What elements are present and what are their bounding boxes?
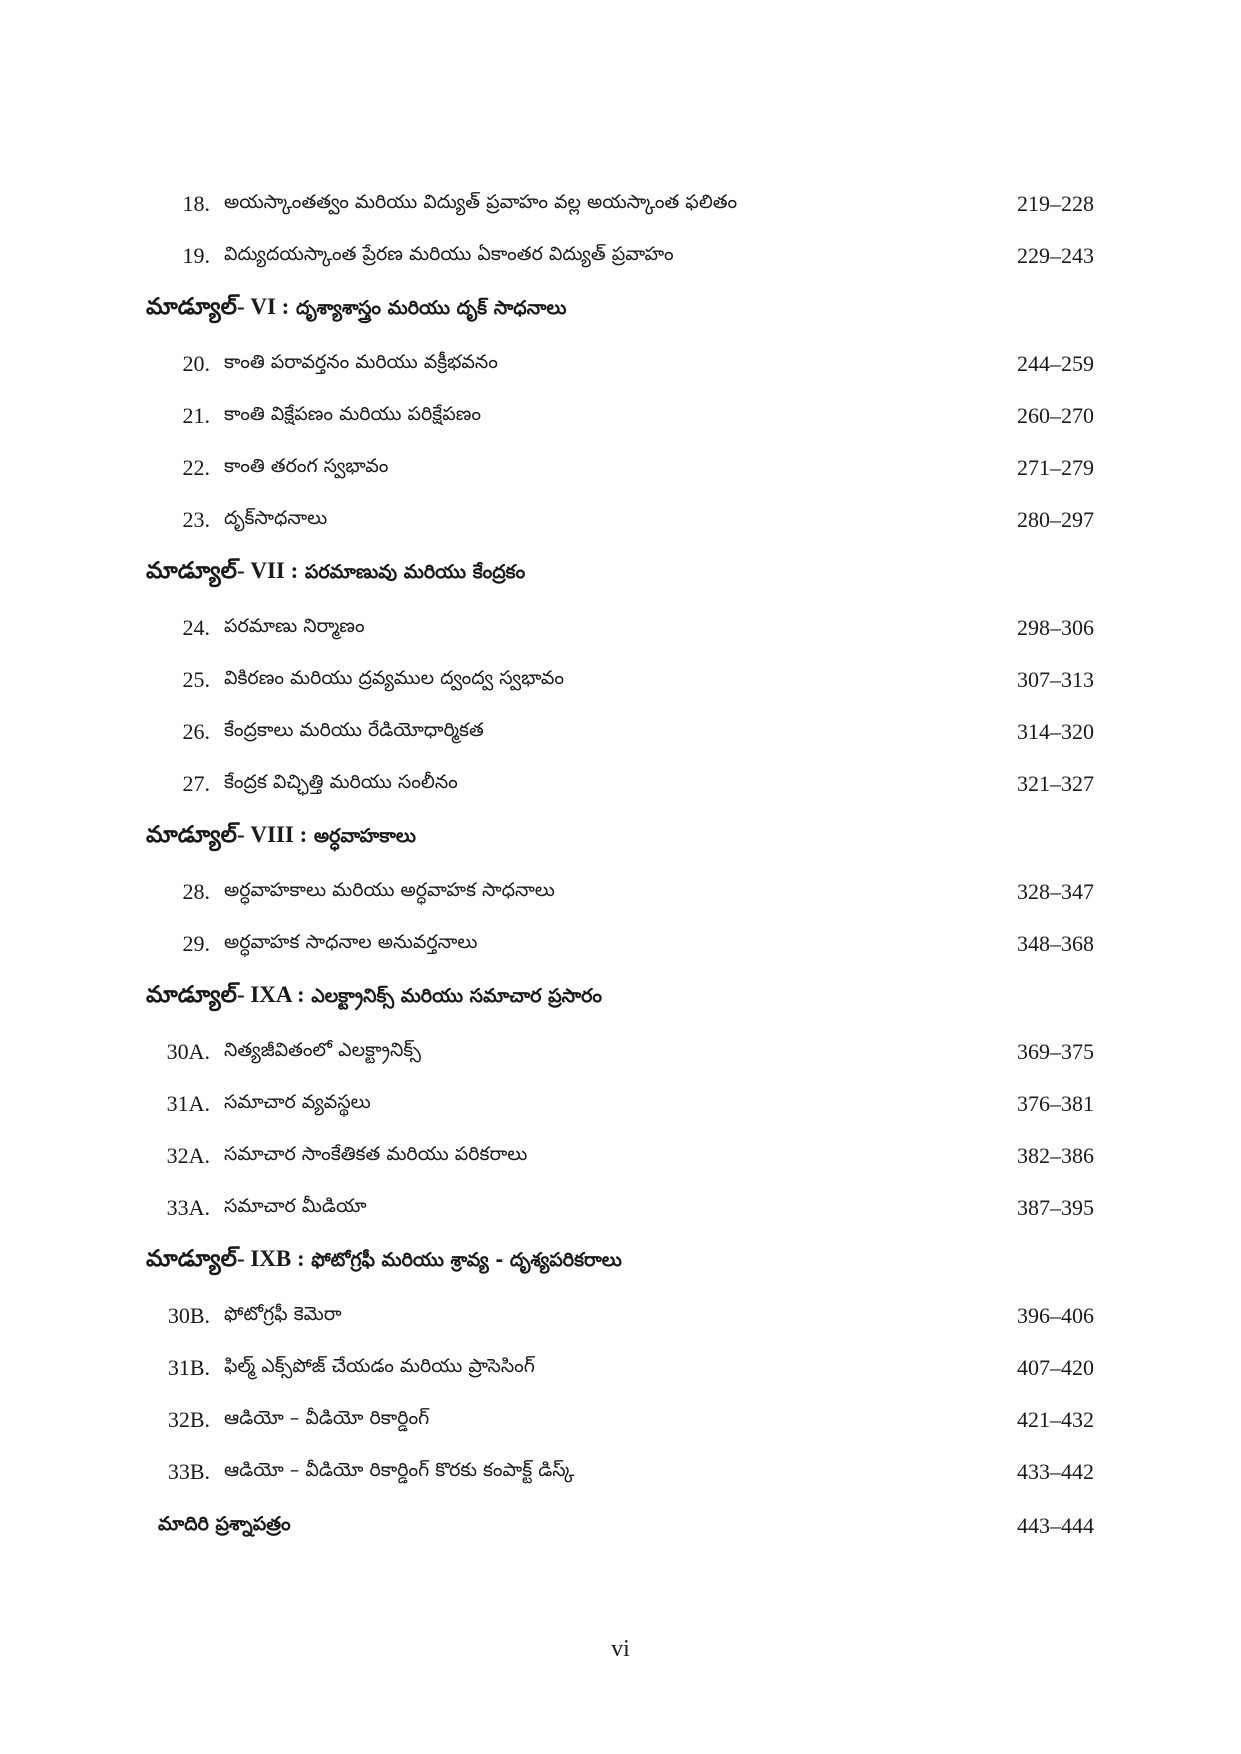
chapter-title: నిత్యజీవితంలో ఎలక్ట్రానిక్స్ (224, 1038, 421, 1061)
toc-entry (146, 1446, 1094, 1498)
toc-entry (146, 706, 1094, 758)
chapter-title: కాంతి తరంగ స్వభావం (224, 454, 389, 477)
chapter-number: 25. (182, 667, 210, 692)
page-range: 407–420 (1017, 1355, 1094, 1380)
page-range: 328–347 (1017, 879, 1094, 904)
chapter-number: 23. (182, 507, 210, 532)
module-title: ఫోటోగ్రఫీ మరియు శ్రావ్య - దృశ్యపరికరాలు (311, 1248, 622, 1271)
toc-entry (146, 494, 1094, 546)
chapter-number: 22. (182, 455, 210, 480)
module-title: పరమాణువు మరియు కేంద్రకం (304, 560, 526, 583)
chapter-title: సమాచార సాంకేతికత మరియు పరికరాలు (224, 1142, 528, 1165)
chapter-title: ఫిల్మ్ ఎక్స్‌పోజ్ చేయడం మరియు ప్రాసెసింగ్ (224, 1354, 535, 1377)
toc-entry (146, 178, 1094, 230)
toc-entry-model-question-paper (146, 1500, 1094, 1552)
chapter-title: కేంద్రక విచ్ఛిత్తి మరియు సంలీనం (224, 770, 458, 793)
module-label: మాడ్యూల్- IXA : (146, 982, 305, 1007)
chapter-number: 31A. (166, 1091, 210, 1116)
toc-entry (146, 390, 1094, 442)
chapter-title: దృక్‌సాధనాలు (224, 506, 328, 529)
module-label: మాడ్యూల్- VI : (146, 294, 290, 319)
module-heading-vi (146, 282, 1094, 338)
toc-entry (146, 1342, 1094, 1394)
page-range: 271–279 (1017, 455, 1094, 480)
chapter-number: 30B. (167, 1303, 210, 1328)
toc-entry (146, 338, 1094, 390)
toc-entry (146, 758, 1094, 810)
table-of-contents (146, 178, 1094, 1552)
entry-title: మాదిరి ప్రశ్నాపత్రం (158, 1512, 291, 1535)
chapter-number: 30A. (166, 1039, 210, 1064)
chapter-number: 18. (182, 191, 210, 216)
chapter-title: సమాచార వ్యవస్థలు (224, 1090, 371, 1113)
chapter-title: ఆడియో – వీడియో రికార్డింగ్ (224, 1406, 430, 1429)
chapter-number: 31B. (167, 1355, 210, 1380)
chapter-number: 27. (182, 771, 210, 796)
module-heading-ixb (146, 1234, 1094, 1290)
toc-entry (146, 230, 1094, 282)
toc-entry (146, 1130, 1094, 1182)
chapter-number: 33A. (166, 1195, 210, 1220)
page-range: 298–306 (1017, 615, 1094, 640)
toc-entry (146, 602, 1094, 654)
toc-entry (146, 442, 1094, 494)
chapter-number: 32A. (166, 1143, 210, 1168)
chapter-title: అయస్కాంతత్వం మరియు విద్యుత్ ప్రవాహం వల్ల అయస్కాంత ఫలితం (224, 190, 738, 213)
page-range: 321–327 (1017, 771, 1094, 796)
chapter-number: 32B. (167, 1407, 210, 1432)
page-range: 348–368 (1017, 931, 1094, 956)
chapter-number: 33B. (167, 1459, 210, 1484)
page-range: 387–395 (1017, 1195, 1094, 1220)
chapter-number: 19. (182, 243, 210, 268)
chapter-title: విద్యుదయస్కాంత ప్రేరణ మరియు ఏకాంతర విద్యుత్ ప్రవాహం (224, 242, 674, 265)
chapter-title: సమాచార మీడియా (224, 1194, 367, 1217)
page-range: 382–386 (1017, 1143, 1094, 1168)
chapter-title: ఫోటోగ్రఫీ కెమెరా (224, 1302, 342, 1325)
chapter-number: 26. (182, 719, 210, 744)
toc-entry (146, 1026, 1094, 1078)
module-heading-ixa (146, 970, 1094, 1026)
toc-entry (146, 1290, 1094, 1342)
page-number: vi (611, 1636, 630, 1662)
chapter-title: అర్ధవాహక సాధనాల అనువర్తనాలు (224, 930, 478, 953)
page-range: 280–297 (1017, 507, 1094, 532)
page-range: 443–444 (1017, 1513, 1094, 1538)
page-range: 229–243 (1017, 243, 1094, 268)
chapter-title: అర్ధవాహకాలు మరియు అర్ధవాహక సాధనాలు (224, 878, 555, 901)
page-range: 244–259 (1017, 351, 1094, 376)
module-heading-viii (146, 810, 1094, 866)
page-range: 307–313 (1017, 667, 1094, 692)
chapter-title: కేంద్రకాలు మరియు రేడియోధార్మికత (224, 718, 484, 741)
module-label: మాడ్యూల్- IXB : (146, 1246, 305, 1271)
module-title: అర్ధవాహకాలు (313, 824, 416, 847)
chapter-number: 21. (182, 403, 210, 428)
module-label: మాడ్యూల్- VIII : (146, 822, 308, 847)
chapter-number: 28. (182, 879, 210, 904)
chapter-number: 24. (182, 615, 210, 640)
chapter-title: ఆడియో – వీడియో రికార్డింగ్ కొరకు కంపాక్ట్ డిస్క్ (224, 1458, 575, 1481)
toc-entry (146, 866, 1094, 918)
chapter-title: కాంతి పరావర్తనం మరియు వక్రీభవనం (224, 350, 498, 373)
chapter-title: వికిరణం మరియు ద్రవ్యముల ద్వంద్వ స్వభావం (224, 666, 565, 689)
module-title: ఎలక్ట్రానిక్స్ మరియు సమాచార ప్రసారం (311, 984, 603, 1007)
toc-entry (146, 1182, 1094, 1234)
module-heading-vii (146, 546, 1094, 602)
toc-entry (146, 1394, 1094, 1446)
toc-entry (146, 918, 1094, 970)
page-range: 369–375 (1017, 1039, 1094, 1064)
page-range: 260–270 (1017, 403, 1094, 428)
page-range: 421–432 (1017, 1407, 1094, 1432)
page-range: 396–406 (1017, 1303, 1094, 1328)
chapter-title: పరమాణు నిర్మాణం (224, 614, 365, 637)
page-range: 314–320 (1017, 719, 1094, 744)
module-title: దృశ్యాశాస్త్రం మరియు దృక్ సాధనాలు (295, 296, 567, 319)
chapter-number: 20. (182, 351, 210, 376)
chapter-number: 29. (182, 931, 210, 956)
toc-entry (146, 1078, 1094, 1130)
module-label: మాడ్యూల్- VII : (146, 558, 299, 583)
page-range: 376–381 (1017, 1091, 1094, 1116)
toc-entry (146, 654, 1094, 706)
page-range: 219–228 (1017, 191, 1094, 216)
chapter-title: కాంతి విక్షేపణం మరియు పరిక్షేపణం (224, 402, 482, 425)
page-range: 433–442 (1017, 1459, 1094, 1484)
